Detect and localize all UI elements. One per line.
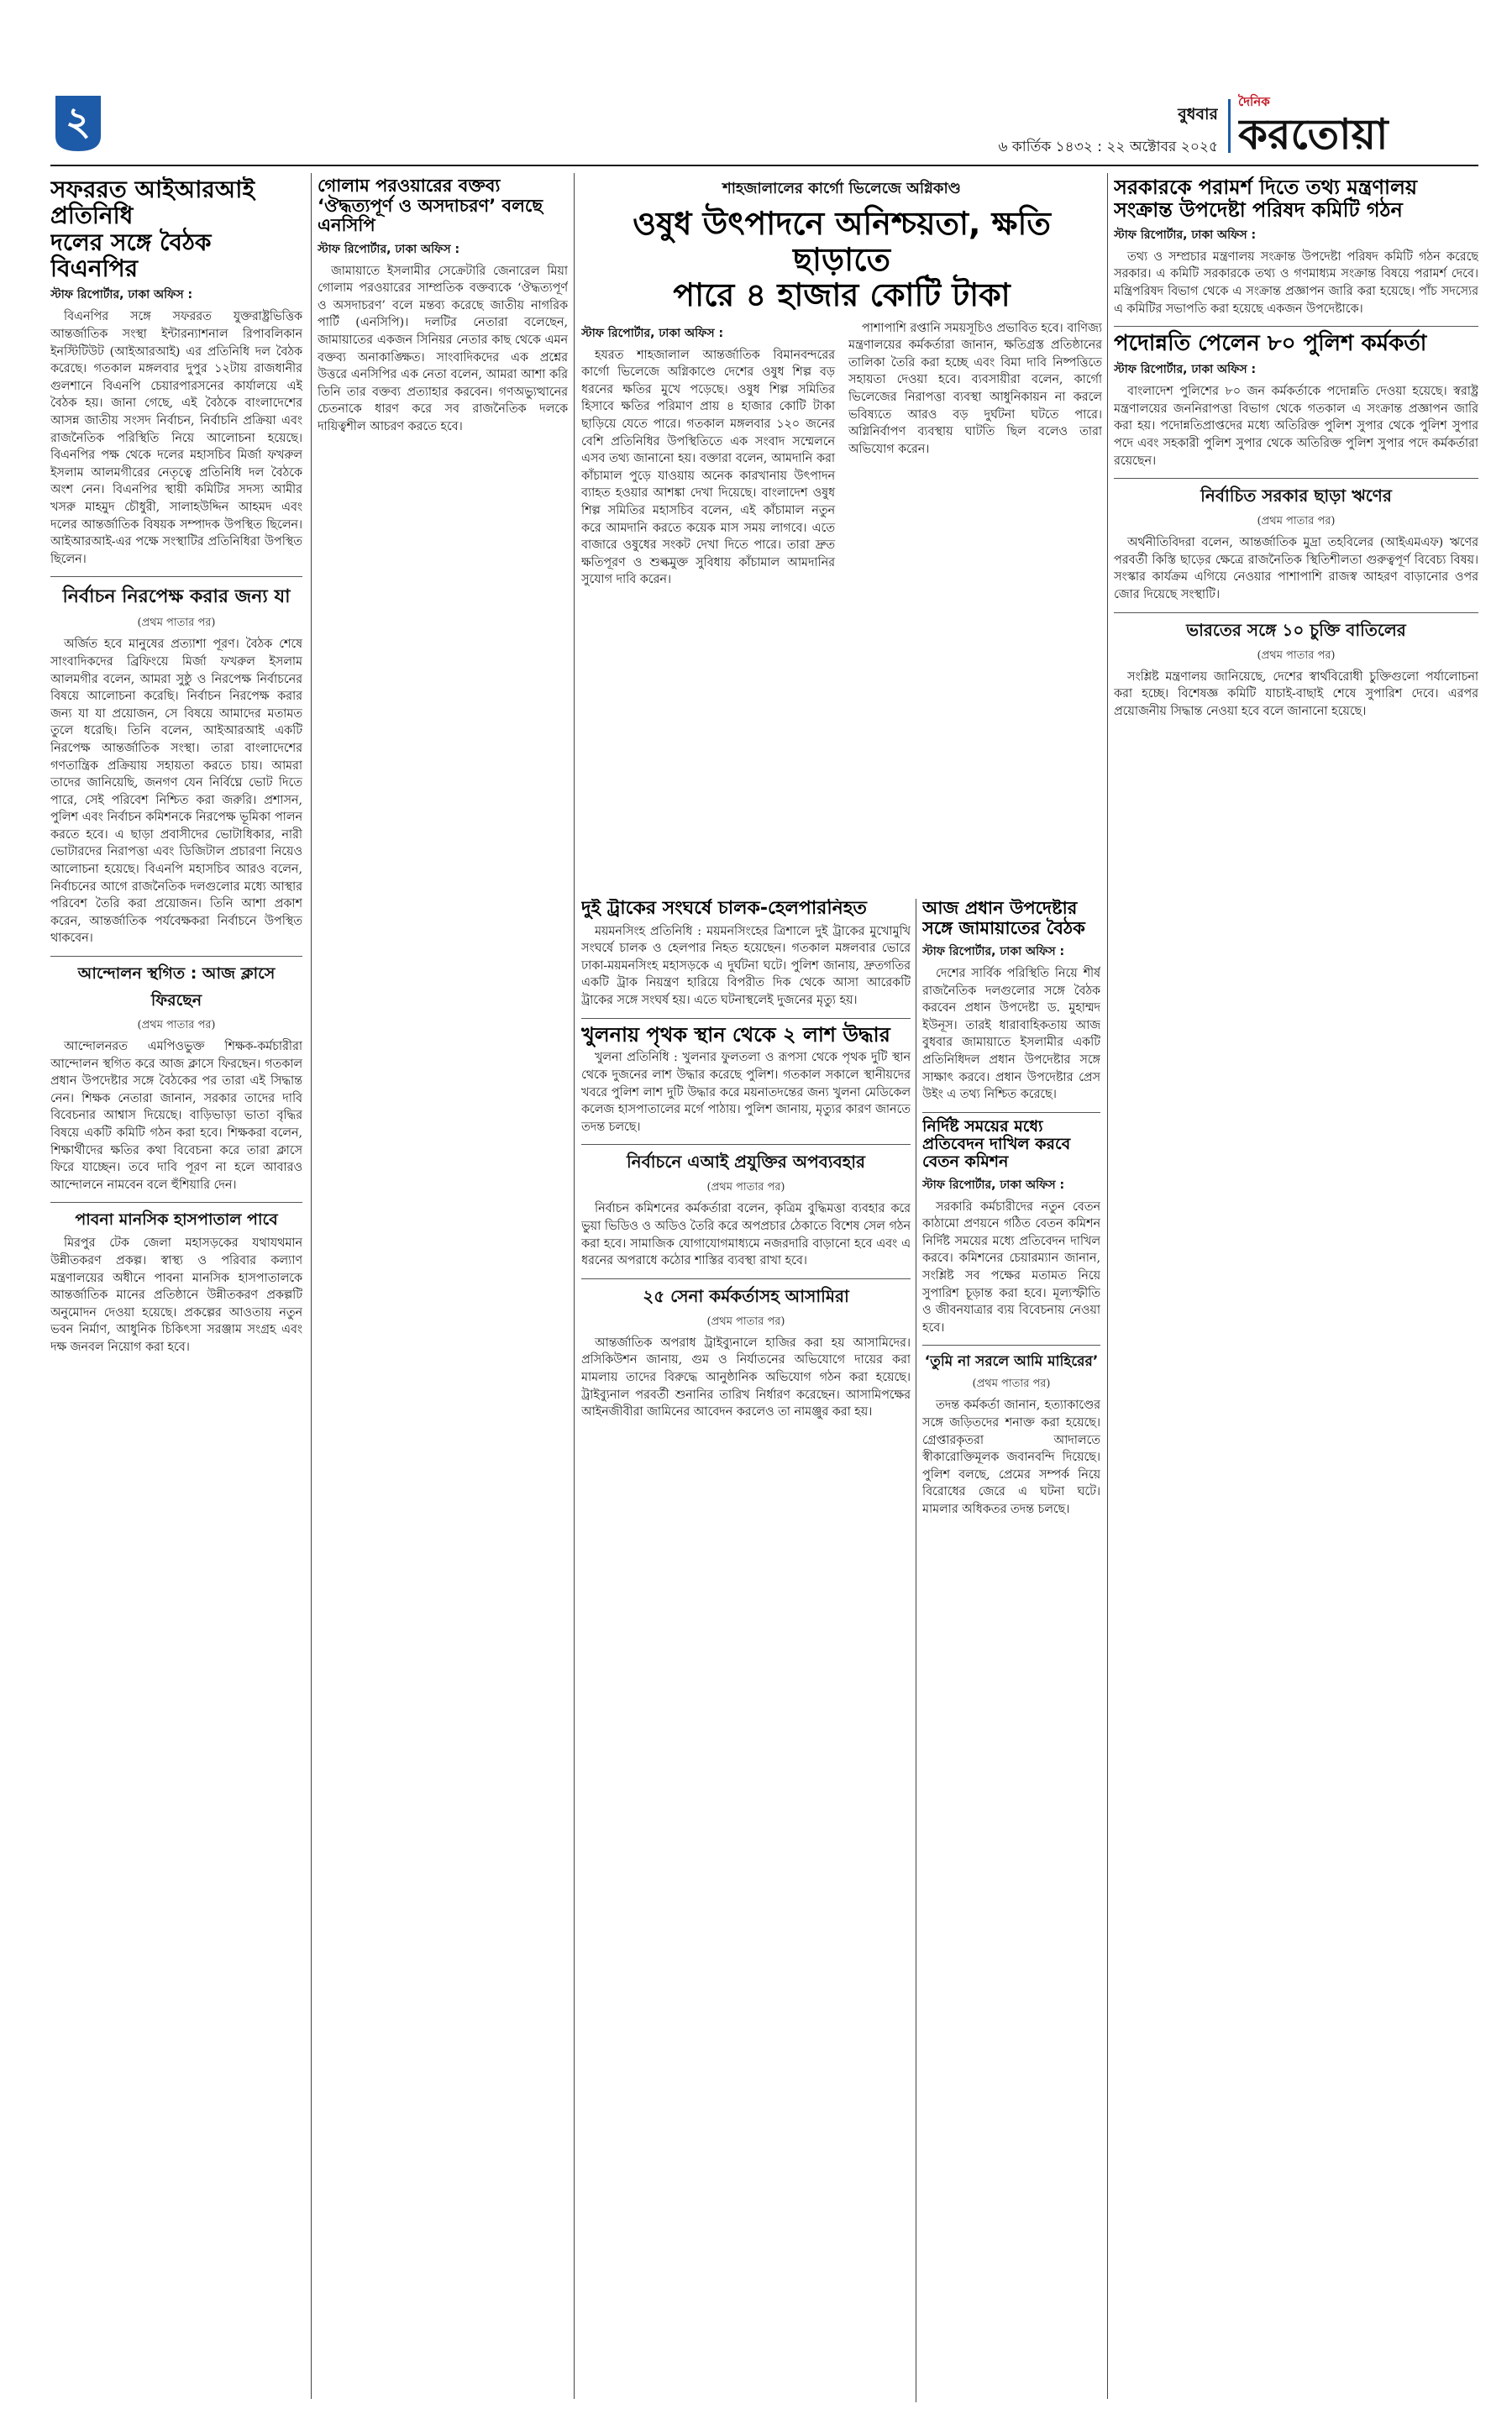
article-mahir	[922, 1351, 1100, 1518]
column-rule-2	[574, 173, 575, 2399]
article-jamaat-meeting	[922, 899, 1100, 1104]
masthead-divider	[1228, 99, 1231, 153]
body-text: তথ্য ও সম্প্রচার মন্ত্রণালয় সংক্রান্ত উপদেষ্টা পরিষদ কমিটি গঠন করেছে সরকার। এ কমিটি সরকারকে তথ্য ও গণমাধ্যম সংক্রান্ত বিষয়ে পরামর্শ দেবে। মন্ত্রিপরিষদ বিভাগ থেকে এ সংক্রান্ত প্রজ্ঞাপন জারি করা হয়েছে। পাঁচ সদস্যের এ কমিটির সভাপতি করা হয়েছে একজন উপদেষ্টাকে।	[1114, 249, 1478, 316]
continuation-note: (প্রথম পাতার পর)	[1257, 648, 1336, 662]
article-body	[318, 263, 568, 436]
headline: গোলাম পরওয়ারের বক্তব্য ‘ঔদ্ধত্যপূর্ণ ও অসদাচরণ’ বলছে এনসিপি	[318, 176, 543, 236]
column-1	[50, 176, 302, 2402]
subheadline: নির্বাচনে এআই প্রযুক্তির অপব্যবহার	[626, 1152, 866, 1173]
subheadline: ‘তুমি না সরলে আমি মাহিরের’	[924, 1353, 1099, 1371]
article-body	[1114, 534, 1478, 603]
paper-logo-small: দৈনিক	[1238, 94, 1270, 109]
subheadline: আজ প্রধান উপদেষ্টার সঙ্গে জামায়াতের বৈঠক	[922, 899, 1085, 938]
headline-line2: সংক্রান্ত উপদেষ্টা পরিষদ কমিটি গঠন	[1114, 197, 1403, 222]
continuation-note: (প্রথম পাতার পর)	[972, 1378, 1051, 1391]
subheadline: ২৫ সেনা কর্মকর্তাসহ আসামিরা	[643, 1285, 849, 1306]
article-ncp-statement	[318, 176, 568, 435]
article-khulna-bodies	[581, 1024, 911, 1136]
paper-logo	[1238, 92, 1482, 156]
article-pharma-fire	[581, 176, 1102, 589]
weekday: বুধবার	[1178, 105, 1218, 123]
continuation-note: (প্রথম পাতার পর)	[706, 1181, 785, 1194]
body-text: পাশাপাশি রপ্তানি সময়সূচিও প্রভাবিত হবে। বাণিজ্য মন্ত্রণালয়ের কর্মকর্তারা জানান, ক্ষতিগ্রস্ত প্রতিষ্ঠানের তালিকা তৈরি করা হচ্ছে এবং বিমা দাবি নিষ্পত্তিতে সহায়তা দেওয়া হবে। ব্যবসায়ীরা বলেন, কার্গো ভিলেজের নিরাপত্তা ব্যবস্থা আধুনিকায়ন না করলে ভবিষ্যতে আরও বড় দুর্ঘটনা ঘটতে পারে। অগ্নিনির্বাপণ ব্যবস্থায় ঘাটতি ছিল বলেও তারা অভিযোগ করেন।	[848, 321, 1102, 456]
article-body	[922, 1397, 1100, 1518]
article-truck-collision	[581, 899, 911, 1010]
kicker: শাহজালালের কার্গো ভিলেজে অগ্নিকাণ্ড	[722, 180, 961, 197]
continuation-note: (প্রথম পাতার পর)	[137, 617, 216, 630]
column-rule-1	[311, 173, 312, 2399]
body-text: নির্বাচন কমিশনের কর্মকর্তারা বলেন, কৃত্রিম বুদ্ধিমত্তা ব্যবহার করে ভুয়া ভিডিও ও অডিও তৈরি করে অপপ্রচার ঠেকাতে বিশেষ সেল গঠন করা হবে। সামাজিক যোগাযোগমাধ্যমে নজরদারি বাড়ানো হবে এবং এ ধরনের অপরাধে কঠোর শাস্তির ব্যবস্থা রাখা হবে।	[581, 1202, 911, 1268]
body-text: বিএনপির সঙ্গে সফররত যুক্তরাষ্ট্রভিত্তিক আন্তর্জাতিক সংস্থা ইন্টারন্যাশনাল রিপাবলিকান ইনস্টিটিউট (আইআরআই) এর প্রতিনিধি দল বৈঠক করেছে। গতকাল মঙ্গলবার দুপুর ১২টায় রাজধানীর গুলশানে বিএনপি চেয়ারপারসনের কার্যালয়ে এই বৈঠক হয়। জানা গেছে, এই বৈঠকে বাংলাদেশের আসন্ন জাতীয় সংসদ নির্বাচন, নির্বাচনি প্রক্রিয়া এবং রাজনৈতিক পরিস্থিতি নিয়ে আলোচনা হয়েছে। বিএনপির পক্ষ থেকে দলের মহাসচিব মির্জা ফখরুল ইসলাম আলমগীরের নেতৃত্বে প্রতিনিধি দল বৈঠকে অংশ নেন। বিএনপির স্থায়ী কমিটির সদস্য আমীর খসরু মাহমুদ চৌধুরী, সালাহউদ্দিন আহমদ এবং দলের আন্তর্জাতিক বিষয়ক সম্পাদক উপস্থিত ছিলেন। আইআরআই-এর পক্ষে সংস্থাটির প্রতিনিধিরা উপস্থিত ছিলেন।	[50, 310, 302, 566]
body-text: আন্দোলনরত এমপিওভুক্ত শিক্ষক-কর্মচারীরা আন্দোলন স্থগিত করে আজ ক্লাসে ফিরছেন। গতকাল প্রধান উপদেষ্টার সঙ্গে বৈঠকের পর তারা এই সিদ্ধান্ত নেন। শিক্ষক নেতারা জানান, সরকার তাদের দাবি বিবেচনার আশ্বাস দিয়েছে। বাড়িভাড়া ভাতা বৃদ্ধির বিষয়ে একটি কমিটি গঠন করা হবে। শিক্ষকরা বলেন, শিক্ষার্থীদের ক্ষতির কথা বিবেচনা করে তারা ক্লাসে ফিরে যাচ্ছেন। তবে দাবি পূরণ না হলে আবারও আন্দোলনে নামবেন বলে হুঁশিয়ারি দেন।	[50, 1040, 302, 1192]
body-text: সরকারি কর্মচারীদের নতুন বেতন কাঠামো প্রণয়নে গঠিত বেতন কমিশন নির্দিষ্ট সময়ের মধ্যে প্রতিবেদন দাখিল করবে। কমিশনের চেয়ারম্যান জানান, সংশ্লিষ্ট সব পক্ষের মতামত নিয়ে সুপারিশ চূড়ান্ত করা হবে। মূল্যস্ফীতি ও জীবনযাত্রার ব্যয় বিবেচনায় নেওয়া হবে।	[922, 1199, 1100, 1335]
article-body	[581, 1049, 911, 1136]
article-army-officers	[581, 1284, 911, 1421]
body-text: অর্থনীতিবিদরা বলেন, আন্তর্জাতিক মুদ্রা তহবিলের (আইএমএফ) ঋণের পরবর্তী কিস্তি ছাড়ের ক্ষেত্রে রাজনৈতিক স্থিতিশীলতা গুরুত্বপূর্ণ বিবেচ্য বিষয়। সংস্কার কার্যক্রম এগিয়ে নেওয়ার পাশাপাশি রাজস্ব আহরণ বাড়ানোর ওপর জোর দিয়েছে সংস্থাটি।	[1114, 536, 1478, 601]
byline: স্টাফ রিপোর্টার, ঢাকা অফিস :	[50, 288, 193, 302]
continuation-note: (প্রথম পাতার পর)	[1257, 515, 1336, 528]
article-body	[581, 347, 835, 589]
article-body	[50, 1235, 302, 1356]
body-text: মিরপুর টেক জেলা মহাসড়কের যথাযথমান উন্নীতকরণ প্রকল্প। স্বাস্থ্য ও পরিবার কল্যাণ মন্ত্রণালয়ের অধীনে পাবনা মানসিক হাসপাতালকে আন্তর্জাতিক মানের প্রতিষ্ঠানে উন্নীতকরণ প্রকল্পটি অনুমোদন দেওয়া হয়েছে। প্রকল্পের আওতায় নতুন ভবন নির্মাণ, আধুনিক চিকিৎসা সরঞ্জাম সংগ্রহ এবং দক্ষ জনবল নিয়োগ করা হবে।	[50, 1236, 302, 1354]
headline: সফররত আইআরআই প্রতিনিধি	[50, 176, 255, 230]
continuation-note: (প্রথম পাতার পর)	[706, 1315, 785, 1328]
column-3-lower	[581, 899, 911, 2402]
article-body	[581, 1335, 911, 1421]
continuation-note: (প্রথম পাতার পর)	[137, 1019, 216, 1032]
article-body	[922, 965, 1100, 1104]
body-text: অর্জিত হবে মানুষের প্রত্যাশা পূরণ। বৈঠক শেষে সাংবাদিকদের ব্রিফিংয়ে মির্জা ফখরুল ইসলাম আলমগীর বলেন, আমরা সুষ্ঠু ও নিরপেক্ষ নির্বাচনের বিষয়ে আলোচনা করেছি। নির্বাচন নিরপেক্ষ করার জন্য যা যা প্রয়োজন, সে বিষয়ে আমাদের মতামত তুলে ধরেছি। তিনি বলেন, আইআরআই একটি নিরপেক্ষ আন্তর্জাতিক সংস্থা। তারা বাংলাদেশের গণতান্ত্রিক প্রক্রিয়ায় সহায়তা করতে চায়। আমরা তাদের জানিয়েছি, জনগণ যেন নির্বিঘ্নে ভোট দিতে পারে, সেই পরিবেশ নিশ্চিত করা জরুরি। প্রশাসন, পুলিশ এবং নির্বাচন কমিশনকে নিরপেক্ষ ভূমিকা পালন করতে হবে। এ ছাড়া প্রবাসীদের ভোটাধিকার, নারী ভোটারদের নিরাপত্তা এবং ডিজিটাল প্রচারণা নিয়েও আলোচনা হয়েছে। বিএনপি মহাসচিব আরও বলেন, নির্বাচনের আগে রাজনৈতিক দলগুলোর মধ্যে আস্থার পরিবেশ তৈরি করা প্রয়োজন। তিনি আশা প্রকাশ করেন, আন্তর্জাতিক পর্যবেক্ষকরা নির্বাচনে উপস্থিত থাকবেন।	[50, 638, 302, 946]
column-4	[922, 899, 1100, 2402]
article-imf-loan	[1114, 484, 1478, 603]
body-text: খুলনা প্রতিনিধি : খুলনার ফুলতলা ও রূপসা থেকে পৃথক দুটি স্থান থেকে দুজনের লাশ উদ্ধার করেছে পুলিশ। গতকাল সকালে স্থানীয়দের খবরে পুলিশ লাশ দুটি উদ্ধার করে ময়নাতদন্তের জন্য খুলনা মেডিকেল কলেজ হাসপাতালের মর্গে পাঠায়। পুলিশ জানায়, মৃত্যুর কারণ জানতে তদন্ত চলছে।	[581, 1051, 911, 1134]
paper-logo-big: করতোয়া	[1238, 110, 1389, 156]
column-rule-4	[1107, 173, 1108, 2399]
article-body	[1114, 669, 1478, 721]
article-body	[1114, 383, 1478, 470]
article-body	[581, 1200, 911, 1269]
byline: স্টাফ রিপোর্টার, ঢাকা অফিস :	[1114, 363, 1257, 377]
body-text: ময়মনসিংহ প্রতিনিধি : ময়মনসিংহের ত্রিশালে দুই ট্রাকের মুখোমুখি সংঘর্ষে চালক ও হেলপার নিহত হয়েছেন। গতকাল মঙ্গলবার ভোরে ঢাকা-ময়মনসিংহ মহাসড়কে এ দুর্ঘটনা ঘটে। পুলিশ জানায়, দ্রুতগতির একটি ট্রাক নিয়ন্ত্রণ হারিয়ে বিপরীত দিক থেকে আসা আরেকটি ট্রাকের সঙ্গে সংঘর্ষ হয়। এতে ঘটনাস্থলেই দুজনের মৃত্যু হয়।	[581, 924, 911, 1007]
article-pay-commission	[922, 1118, 1100, 1337]
masthead-rule	[50, 165, 1478, 166]
date-line: ৬ কার্তিক ১৪৩২ : ২২ অক্টোবর ২০২৫	[998, 139, 1218, 153]
headline: সরকারকে পরামর্শ দিতে তথ্য মন্ত্রণালয়	[1114, 176, 1417, 199]
body-text: জামায়াতে ইসলামীর সেক্রেটারি জেনারেল মিয়া গোলাম পরওয়ারের সাম্প্রতিক বক্তব্যকে ‘ঔদ্ধত্যপূর্ণ ও অসদাচরণ’ বলে মন্তব্য করেছে জাতীয় নাগরিক পার্টি (এনসিপি)। দলটির নেতারা বলেছেন, জামায়াতের একজন সিনিয়র নেতার কাছ থেকে এমন বক্তব্য অনাকাঙ্ক্ষিত। সাংবাদিকদের এক প্রশ্নের উত্তরে এনসিপির এক নেতা বলেন, আমরা আশা করি তিনি তার বক্তব্য প্রত্যাহার করবেন। গণঅভ্যুত্থানের চেতনাকে ধারণ করে সব রাজনৈতিক দলকে দায়িত্বশীল আচরণ করতে হবে।	[318, 264, 568, 433]
byline: স্টাফ রিপোর্টার, ঢাকা অফিস :	[922, 945, 1065, 959]
subheadline: পাবনা মানসিক হাসপাতাল পাবে	[75, 1210, 278, 1230]
body-text: আন্তর্জাতিক অপরাধ ট্রাইব্যুনালে হাজির করা হয় আসামিদের। প্রসিকিউশন জানায়, গুম ও নির্যাতনের অভিযোগে দায়ের করা মামলায় তাদের বিরুদ্ধে আনুষ্ঠানিক অভিযোগ গঠন করা হয়েছে। ট্রাইব্যুনাল পরবর্তী শুনানির তারিখ নির্ধারণ করেছেন। আসামিপক্ষের আইনজীবীরা জামিনের আবেদন করলেও তা নামঞ্জুর করা হয়।	[581, 1336, 911, 1420]
article-body	[922, 1199, 1100, 1337]
article-protest-suspended	[50, 962, 302, 1194]
body-text: দেশের সার্বিক পরিস্থিতি নিয়ে শীর্ষ রাজনৈতিক দলগুলোর সঙ্গে বৈঠক করবেন প্রধান উপদেষ্টা ড. মুহাম্মদ ইউনূস। তারই ধারাবাহিকতায় আজ বুধবার জামায়াতে ইসলামীর একটি প্রতিনিধিদল প্রধান উপদেষ্টার সঙ্গে সাক্ষাৎ করবে। প্রধান উপদেষ্টার প্রেস উইং এ তথ্য নিশ্চিত করেছে।	[922, 967, 1100, 1102]
article-election-neutral	[50, 582, 302, 947]
column-2	[318, 176, 568, 1084]
byline: স্টাফ রিপোর্টার, ঢাকা অফিস :	[318, 242, 460, 256]
lead-headline-line2: পারে ৪ হাজার কোটি টাকা	[673, 276, 1011, 314]
article-body-continued	[848, 320, 1102, 459]
subheadline: দুই ট্রাকের সংঘর্ষে চালক-হেলপারনিহত	[581, 899, 867, 919]
lead-headline: ওষুধ উৎপাদনে অনিশ্চয়তা, ক্ষতি ছাড়াতে	[633, 205, 1051, 278]
body-text: হযরত শাহজালাল আন্তর্জাতিক বিমানবন্দরের কার্গো ভিলেজে অগ্নিকাণ্ডে দেশের ওষুধ শিল্প বড় ধরনের ক্ষতির মুখে পড়েছে। ওষুধ শিল্প সমিতির হিসাবে ক্ষতির পরিমাণ প্রায় ৪ হাজার কোটি টাকা ছাড়িয়ে যেতে পারে। গতকাল মঙ্গলবার ১২০ জনের বেশি প্রতিনিধির উপস্থিতিতে এক সংবাদ সম্মেলনে এসব তথ্য জানানো হয়। বক্তারা বলেন, আমদানি করা কাঁচামাল পুড়ে যাওয়ায় অনেক কারখানায় উৎপাদন ব্যাহত হওয়ার আশঙ্কা দেখা দিয়েছে। বাংলাদেশ ওষুধ শিল্প সমিতির মহাসচিব বলেন, এই কাঁচামাল নতুন করে আমদানি করতে কয়েক মাস সময় লাগবে। এতে বাজারে ওষুধের সংকট দেখা দিতে পারে। তারা দ্রুত ক্ষতিপূরণ ও শুল্কমুক্ত সুবিধায় কাঁচামাল আমদানির সুযোগ দাবি করেন।	[581, 348, 835, 587]
subheadline: ভারতের সঙ্গে ১০ চুক্তি বাতিলের	[1186, 619, 1406, 640]
article-bnp-iri	[50, 176, 302, 568]
byline: স্টাফ রিপোর্টার, ঢাকা অফিস :	[922, 1178, 1065, 1192]
byline: স্টাফ রিপোর্টার, ঢাকা অফিস :	[1114, 228, 1257, 242]
subheadline: আন্দোলন স্থগিত : আজ ক্লাসে ফিরছেন	[77, 964, 276, 1010]
article-body	[1114, 249, 1478, 318]
article-body	[581, 923, 911, 1010]
page-number-badge	[52, 94, 104, 153]
article-info-ministry-committee	[1114, 176, 1478, 318]
body-text: সংশ্লিষ্ট মন্ত্রণালয় জানিয়েছে, দেশের স্বার্থবিরোধী চুক্তিগুলো পর্যালোচনা করা হচ্ছে। বিশেষজ্ঞ কমিটি যাচাই-বাছাই শেষে সুপারিশ দেবে। এরপর প্রয়োজনীয় সিদ্ধান্ত নেওয়া হবে বলে জানানো হয়েছে।	[1114, 669, 1478, 718]
article-india-deals	[1114, 618, 1478, 721]
column-5	[1114, 176, 1478, 2402]
subheadline: পদোন্নতি পেলেন ৮০ পুলিশ কর্মকর্তা	[1114, 331, 1427, 357]
article-body	[50, 636, 302, 947]
article-pabna-hospital	[50, 1208, 302, 1356]
page-number: ২	[66, 98, 91, 144]
masthead-dateline	[966, 102, 1218, 153]
article-body	[50, 308, 302, 568]
article-ai-misuse	[581, 1150, 911, 1269]
article-body	[50, 1038, 302, 1194]
article-police-promotion	[1114, 332, 1478, 470]
headline-line2: দলের সঙ্গে বৈঠক বিএনপির	[50, 228, 212, 283]
subheadline: নির্বাচিত সরকার ছাড়া ঋণের	[1200, 485, 1392, 506]
byline: স্টাফ রিপোর্টার, ঢাকা অফিস :	[581, 326, 724, 340]
body-text: বাংলাদেশ পুলিশের ৮০ জন কর্মকর্তাকে পদোন্নতি দেওয়া হয়েছে। স্বরাষ্ট্র মন্ত্রণালয়ের জননিরাপত্তা বিভাগ থেকে গতকাল এ সংক্রান্ত প্রজ্ঞাপন জারি করা হয়। পদোন্নতিপ্রাপ্তদের মধ্যে অতিরিক্ত পুলিশ সুপার থেকে পুলিশ সুপার পদে এবং সহকারী পুলিশ সুপার থেকে অতিরিক্ত পুলিশ সুপার পদে কর্মকর্তারা রয়েছেন।	[1114, 385, 1478, 468]
subheadline: খুলনায় পৃথক স্থান থেকে ২ লাশ উদ্ধার	[581, 1022, 890, 1047]
body-text: তদন্ত কর্মকর্তা জানান, হত্যাকাণ্ডের সঙ্গে জড়িতদের শনাক্ত করা হয়েছে। গ্রেপ্তারকৃতরা আদালতে স্বীকারোক্তিমূলক জবানবন্দি দিয়েছে। পুলিশ বলছে, প্রেমের সম্পর্ক নিয়ে বিরোধের জেরে এ ঘটনা ঘটে। মামলার অধিকতর তদন্ত চলছে।	[922, 1399, 1100, 1516]
subheadline: নির্বাচন নিরপেক্ষ করার জন্য যা	[62, 586, 291, 608]
subheadline: নির্দিষ্ট সময়ের মধ্যে প্রতিবেদন দাখিল করবে বেতন কমিশন	[922, 1116, 1071, 1172]
